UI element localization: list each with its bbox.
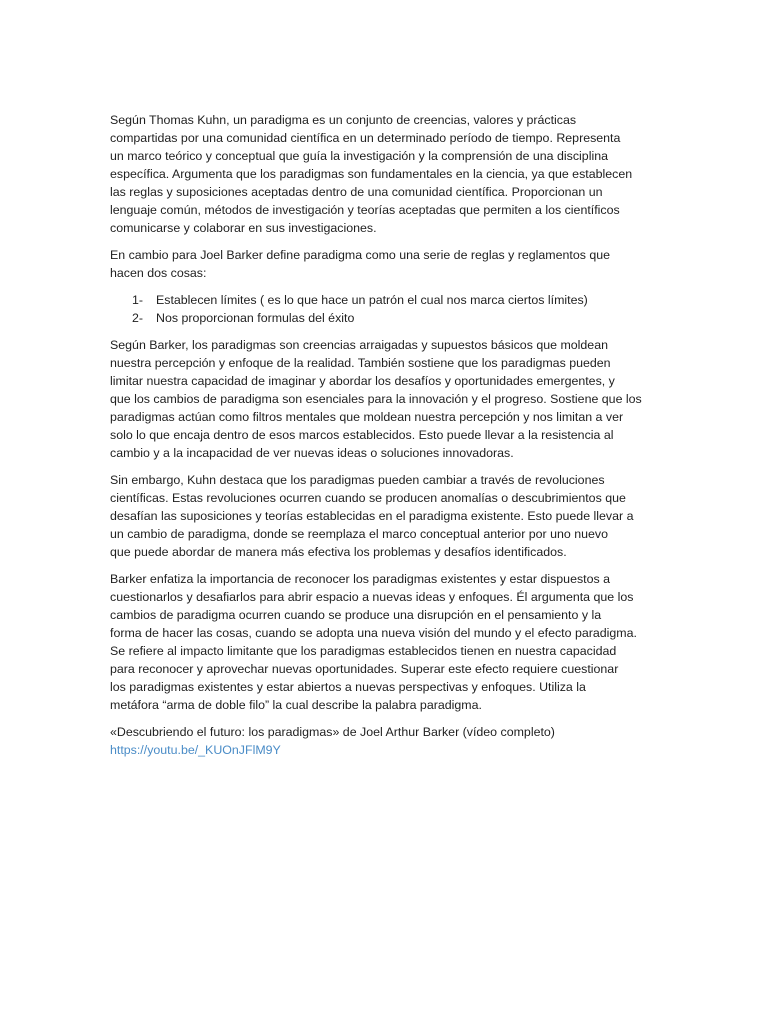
text-line: para reconocer y aprovechar nuevas oportunidades. Superar este efecto requiere cuestionar: [110, 662, 619, 676]
text-line: los paradigmas existentes y estar abiertos a nuevas perspectivas y enfoques. Utiliza la: [110, 680, 586, 694]
paragraph-kuhn-revolutions: [110, 471, 662, 561]
video-reference-text: «Descubriendo el futuro: los paradigmas» de Joel Arthur Barker (vídeo completo): [110, 725, 555, 739]
list-item: [110, 291, 662, 309]
text-line: Sin embargo, Kuhn destaca que los paradigmas pueden cambiar a través de revoluciones: [110, 473, 605, 487]
video-link[interactable]: https://youtu.be/_KUOnJFlM9Y: [110, 743, 281, 757]
text-line: nuestra percepción y enfoque de la realidad. También sostiene que los paradigmas pueden: [110, 356, 611, 370]
text-line: cambio y a la incapacidad de ver nuevas ideas o soluciones innovadoras.: [110, 446, 514, 460]
text-line: En cambio para Joel Barker define paradigma como una serie de reglas y reglamentos que: [110, 248, 611, 262]
paragraph-kuhn-definition: [110, 111, 662, 237]
list-item-text: Nos proporcionan formulas del éxito: [156, 311, 355, 325]
text-line: que los cambios de paradigma son esenciales para la innovación y el progreso. Sostiene que los: [110, 392, 642, 406]
text-line: que puede abordar de manera más efectiva los problemas y desafíos identificados.: [110, 545, 567, 559]
text-line: limitar nuestra capacidad de imaginar y abordar los desafíos y oportunidades emergentes, y: [110, 374, 615, 388]
text-line: un marco teórico y conceptual que guía la investigación y la comprensión de una disciplina: [110, 149, 608, 163]
list-item: [110, 309, 662, 327]
paragraph-video-reference: [110, 723, 662, 759]
text-line: solo lo que encaja dentro de esos marcos establecidos. Esto puede llevar a la resistencia al: [110, 428, 614, 442]
text-line: desafían las suposiciones y teorías establecidas en el paradigma existente. Esto puede llevar a: [110, 509, 634, 523]
text-line: específica. Argumenta que los paradigmas son fundamentales en la ciencia, ya que establecen: [110, 167, 633, 181]
document-body: [110, 111, 662, 768]
text-line: científicas. Estas revoluciones ocurren cuando se producen anomalías o descubrimientos que: [110, 491, 626, 505]
list-item-text: Establecen límites ( es lo que hace un patrón el cual nos marca ciertos límites): [156, 293, 588, 307]
text-line: metáfora “arma de doble filo” la cual describe la palabra paradigma.: [110, 698, 482, 712]
numbered-list: [110, 291, 662, 327]
text-line: las reglas y suposiciones aceptadas dentro de una comunidad científica. Proporcionan un: [110, 185, 603, 199]
text-line: Según Barker, los paradigmas son creencias arraigadas y supuestos básicos que moldean: [110, 338, 608, 352]
list-item-number: 1-: [132, 293, 144, 307]
text-line: cuestionarlos y desafiarlos para abrir espacio a nuevas ideas y enfoques. Él argumenta que los: [110, 590, 634, 604]
text-line: un cambio de paradigma, donde se reemplaza el marco conceptual anterior por uno nuevo: [110, 527, 608, 541]
text-line: Según Thomas Kuhn, un paradigma es un conjunto de creencias, valores y prácticas: [110, 113, 577, 127]
text-line: Barker enfatiza la importancia de reconocer los paradigmas existentes y estar dispuestos a: [110, 572, 611, 586]
text-line: comunicarse y colaborar en sus investigaciones.: [110, 221, 377, 235]
paragraph-barker-emphasis: [110, 570, 662, 714]
text-line: forma de hacer las cosas, cuando se adopta una nueva visión del mundo y el efecto paradigma.: [110, 626, 637, 640]
paragraph-barker-intro: [110, 246, 662, 282]
text-line: Se refiere al impacto limitante que los paradigmas establecidos tienen en nuestra capacidad: [110, 644, 617, 658]
text-line: hacen dos cosas:: [110, 266, 207, 280]
text-line: cambios de paradigma ocurren cuando se produce una disrupción en el pensamiento y la: [110, 608, 602, 622]
paragraph-barker-beliefs: [110, 336, 662, 462]
list-item-number: 2-: [132, 311, 144, 325]
text-line: compartidas por una comunidad científica en un determinado período de tiempo. Representa: [110, 131, 621, 145]
text-line: lenguaje común, métodos de investigación y teorías aceptadas que permiten a los científicos: [110, 203, 620, 217]
text-line: paradigmas actúan como filtros mentales que moldean nuestra percepción y nos limitan a ver: [110, 410, 624, 424]
